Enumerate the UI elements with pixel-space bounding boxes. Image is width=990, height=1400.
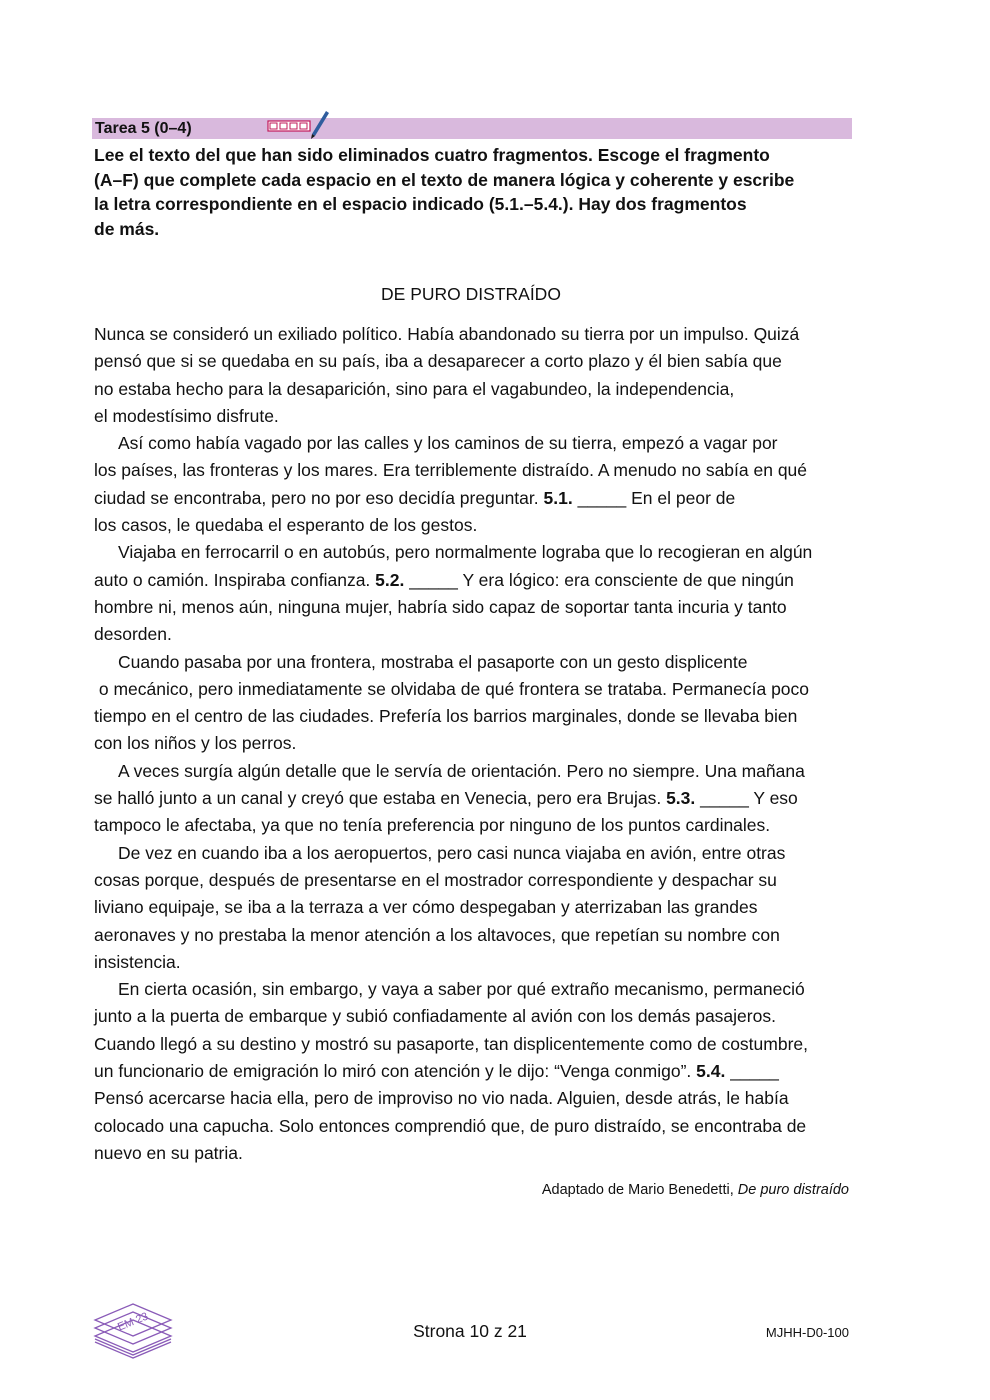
text-line: Viajaba en ferrocarril o en autobús, pero normalmente lograba que lo recogieran en algún bbox=[118, 542, 813, 563]
instruction-line: la letra correspondiente en el espacio indicado (5.1.–5.4.). Hay dos fragmentos bbox=[94, 194, 747, 214]
answer-gap-5-4[interactable]: _____ bbox=[730, 1061, 779, 1082]
text-line: cosas porque, después de presentarse en el mostrador correspondiente y despachar su bbox=[94, 869, 777, 890]
text-line-with-gap bbox=[94, 485, 856, 512]
text-segment: un funcionario de emigración lo miró con atención y le dijo: “Venga conmigo”. bbox=[94, 1061, 692, 1082]
task-instructions bbox=[94, 143, 854, 241]
text-line: A veces surgía algún detalle que le servía de orientación. Pero no siempre. Una mañana bbox=[118, 760, 805, 781]
text-line: insistencia. bbox=[94, 951, 181, 972]
text-line-with-gap bbox=[94, 785, 856, 812]
text-segment: Y era lógico: era consciente de que ningún bbox=[462, 569, 794, 590]
text-line: nuevo en su patria. bbox=[94, 1142, 243, 1163]
text-line: Cuando llegó a su destino y mostró su pasaporte, tan displicentemente como de costumbre, bbox=[94, 1033, 809, 1054]
gap-number-5-3: 5.3. bbox=[666, 788, 696, 809]
paragraph-3 bbox=[94, 539, 856, 648]
text-line: los países, las fronteras y los mares. Era terriblemente distraído. A menudo no sabía en qué bbox=[94, 460, 808, 481]
task-title: Tarea 5 (0–4) bbox=[95, 120, 192, 137]
instruction-line: Lee el texto del que han sido eliminados cuatro fragmentos. Escoge el fragmento bbox=[94, 145, 770, 165]
gap-number-5-4: 5.4. bbox=[696, 1061, 726, 1082]
text-line: con los niños y los perros. bbox=[94, 733, 297, 754]
text-line: Nunca se consideró un exiliado político. Había abandonado su tierra por un impulso. Quizá bbox=[94, 324, 800, 344]
task-header-bar bbox=[92, 118, 852, 139]
document-code: MJHH-D0-100 bbox=[765, 1325, 849, 1340]
source-work-title: De puro distraído bbox=[737, 1182, 849, 1198]
text-line: o mecánico, pero inmediatamente se olvidaba de qué frontera se trataba. Permanecía poco bbox=[94, 678, 810, 699]
paragraph-4 bbox=[94, 649, 856, 758]
text-segment: se halló junto a un canal y creyó que estaba en Venecia, pero era Brujas. bbox=[94, 788, 662, 809]
text-line: el modestísimo disfrute. bbox=[94, 405, 279, 426]
text-line: De vez en cuando iba a los aeropuertos, pero casi nunca viajaba en avión, entre otras bbox=[118, 842, 786, 863]
paragraph-7 bbox=[94, 976, 856, 1167]
text-line: pensó que si se quedaba en su país, iba a desaparecer a corto plazo y él bien sabía que bbox=[94, 351, 782, 372]
answer-gap-5-1[interactable]: _____ bbox=[577, 487, 627, 508]
story-text bbox=[94, 321, 856, 1167]
text-segment: ciudad se encontraba, pero no por eso decidía preguntar. bbox=[94, 487, 539, 508]
answer-gap-5-2[interactable]: _____ bbox=[409, 569, 458, 590]
text-line: Así como había vagado por las calles y los caminos de su tierra, empezó a vagar por bbox=[118, 433, 778, 454]
text-segment: Y eso bbox=[753, 788, 798, 809]
text-segment: auto o camión. Inspiraba confianza. bbox=[94, 569, 371, 590]
paragraph-6 bbox=[94, 840, 856, 976]
paragraph-5 bbox=[94, 758, 856, 840]
text-line: tiempo en el centro de las ciudades. Prefería los barrios marginales, donde se llevaba bien bbox=[94, 706, 798, 727]
text-line: desorden. bbox=[94, 624, 172, 645]
text-line: Pensó acercarse hacia ella, pero de improviso no vio nada. Alguien, desde atrás, le había bbox=[94, 1088, 789, 1109]
text-line: tampoco le afectaba, ya que no tenía preferencia por ninguno de los puntos cardinales. bbox=[94, 815, 771, 836]
gap-number-5-1: 5.1. bbox=[543, 487, 573, 508]
text-line: los casos, le quedaba el esperanto de los gestos. bbox=[94, 515, 478, 536]
source-prefix: Adaptado de Mario Benedetti, bbox=[541, 1182, 734, 1198]
page-number: Strona 10 z 21 bbox=[413, 1321, 527, 1341]
text-line: colocado una capucha. Solo entonces comprendió que, de puro distraído, se encontraba de bbox=[94, 1115, 807, 1136]
text-line: no estaba hecho para la desaparición, sino para el vagabundeo, la independencia, bbox=[94, 378, 735, 399]
text-line: hombre ni, menos aún, ninguna mujer, habría sido capaz de soportar tanta incuria y tanto bbox=[94, 596, 787, 617]
story-title: DE PURO DISTRAÍDO bbox=[381, 284, 561, 304]
text-line: liviano equipaje, se iba a la terraza a ver cómo despegaban y aterrizaban las grandes bbox=[94, 897, 758, 918]
answer-gap-5-3[interactable]: _____ bbox=[700, 788, 749, 809]
source-attribution bbox=[542, 1180, 849, 1200]
paragraph-1 bbox=[94, 321, 856, 430]
instruction-line: (A–F) que complete cada espacio en el texto de manera lógica y coherente y escribe bbox=[94, 169, 795, 190]
gap-number-5-2: 5.2. bbox=[375, 569, 405, 590]
text-line-with-gap bbox=[94, 1058, 856, 1085]
text-line: En cierta ocasión, sin embargo, y vaya a saber por qué extraño mecanismo, permaneció bbox=[118, 979, 805, 1000]
text-segment: En el peor de bbox=[631, 487, 736, 508]
paragraph-2 bbox=[94, 430, 856, 539]
text-line: junto a la puerta de embarque y subió confiadamente al avión con los demás pasajeros. bbox=[94, 1006, 776, 1027]
logo-text: EM 23 bbox=[116, 1310, 150, 1334]
text-line-with-gap bbox=[94, 567, 856, 594]
text-line: aeronaves y no prestaba la menor atención a los altavoces, que repetían su nombre con bbox=[94, 924, 780, 945]
instruction-line: de más. bbox=[94, 218, 160, 239]
text-line: Cuando pasaba por una frontera, mostraba el pasaporte con un gesto displicente bbox=[118, 651, 748, 672]
score-boxes-pen-icon bbox=[266, 108, 336, 140]
